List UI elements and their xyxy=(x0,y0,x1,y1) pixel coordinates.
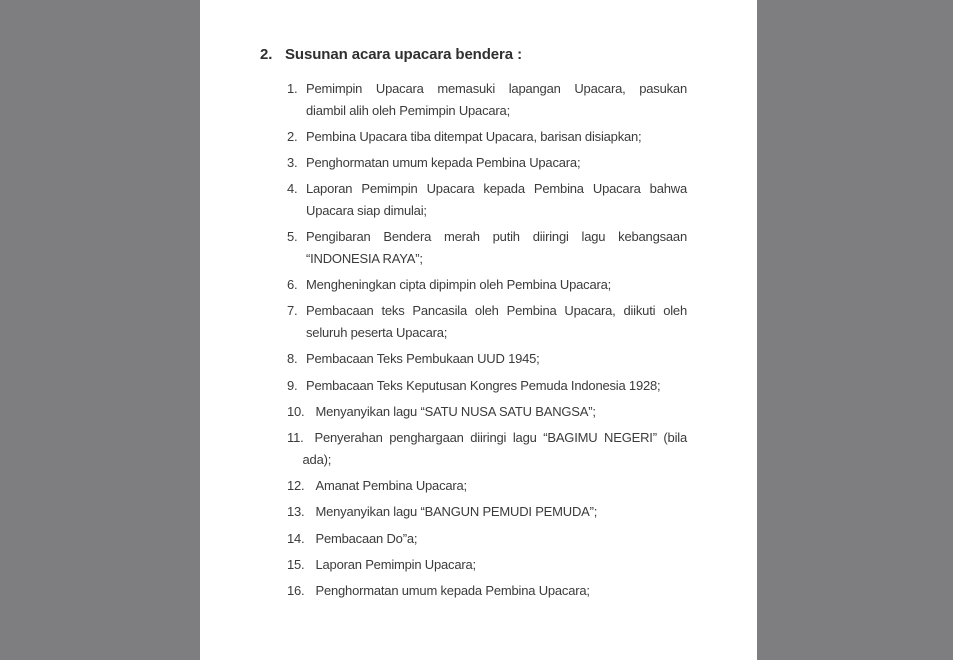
text-line: Penghormatan umum kepada Pembina Upacara; xyxy=(315,583,590,599)
list-item xyxy=(287,554,687,576)
item-text xyxy=(315,554,687,576)
item-number: 3. xyxy=(287,155,298,171)
list-item xyxy=(287,348,687,370)
text-line: Penyerahan penghargaan diiringi lagu “BAGIMU NEGERI” (bila xyxy=(314,430,687,446)
text-line: Laporan Pemimpin Upacara kepada Pembina Upacara bahwa xyxy=(306,181,687,197)
list-item xyxy=(287,300,687,343)
item-text xyxy=(306,274,687,296)
item-text xyxy=(306,178,687,221)
item-text xyxy=(315,475,687,497)
list-item xyxy=(287,274,687,296)
text-line: seluruh peserta Upacara; xyxy=(306,325,448,341)
item-number: 11. xyxy=(287,430,304,446)
text-line: “INDONESIA RAYA”; xyxy=(306,250,423,266)
text-line: Amanat Pembina Upacara; xyxy=(315,478,467,494)
text-line: Upacara siap dimulai; xyxy=(306,203,427,219)
list-item xyxy=(287,226,687,269)
item-number: 4. xyxy=(287,181,298,197)
list-item xyxy=(287,126,687,148)
text-line: Pembacaan Do”a; xyxy=(315,530,418,546)
item-text xyxy=(306,152,687,174)
item-number: 13. xyxy=(287,504,305,520)
section-heading-number: 2. xyxy=(260,46,273,63)
item-number: 8. xyxy=(287,351,298,367)
list-item xyxy=(287,427,687,470)
item-number: 10. xyxy=(287,403,305,419)
section-heading xyxy=(260,44,687,66)
text-line: Pemimpin Upacara memasuki lapangan Upacara, pasukan xyxy=(306,81,687,96)
list-item xyxy=(287,375,687,397)
list-item xyxy=(287,178,687,221)
item-text xyxy=(315,528,687,550)
item-text xyxy=(306,348,687,370)
list-item xyxy=(287,475,687,497)
item-text xyxy=(315,580,687,602)
item-number: 6. xyxy=(287,277,298,293)
item-text xyxy=(306,300,687,343)
section-heading-title: Susunan acara upacara bendera : xyxy=(285,46,522,63)
text-line: Pembina Upacara tiba ditempat Upacara, barisan disiapkan; xyxy=(306,128,642,144)
text-line: Laporan Pemimpin Upacara; xyxy=(315,556,476,572)
text-line: diambil alih oleh Pemimpin Upacara; xyxy=(306,102,510,118)
item-number: 14. xyxy=(287,530,305,546)
page-content xyxy=(200,0,757,602)
list-item xyxy=(287,580,687,602)
item-number: 5. xyxy=(287,229,298,245)
document-page xyxy=(200,0,757,660)
text-line: Menyanyikan lagu “BANGUN PEMUDI PEMUDA”; xyxy=(315,504,598,520)
item-number: 15. xyxy=(287,556,305,572)
text-line: Mengheningkan cipta dipimpin oleh Pembina Upacara; xyxy=(306,277,612,293)
item-number: 1. xyxy=(287,81,298,96)
text-line: Pembacaan teks Pancasila oleh Pembina Upacara, diikuti oleh xyxy=(306,303,687,319)
item-text xyxy=(315,501,687,523)
item-text xyxy=(306,126,687,148)
item-number: 16. xyxy=(287,583,305,599)
text-line: Pembacaan Teks Pembukaan UUD 1945; xyxy=(306,351,540,367)
ceremony-steps-list xyxy=(287,78,687,602)
text-line: Pembacaan Teks Keputusan Kongres Pemuda Indonesia 1928; xyxy=(306,377,661,393)
item-text xyxy=(306,226,687,269)
item-number: 7. xyxy=(287,303,298,319)
text-line: ada); xyxy=(302,451,332,467)
text-line: Pengibaran Bendera merah putih diiringi lagu kebangsaan xyxy=(306,229,687,245)
text-line: Penghormatan umum kepada Pembina Upacara; xyxy=(306,155,581,171)
list-item xyxy=(287,152,687,174)
list-item xyxy=(287,528,687,550)
item-text xyxy=(306,78,687,121)
item-text xyxy=(315,401,687,423)
item-number: 9. xyxy=(287,377,298,393)
item-number: 12. xyxy=(287,478,305,494)
text-line: Menyanyikan lagu “SATU NUSA SATU BANGSA”; xyxy=(315,403,596,419)
item-text xyxy=(302,427,687,470)
item-text xyxy=(306,375,687,397)
list-item xyxy=(287,78,687,121)
list-item xyxy=(287,501,687,523)
list-item xyxy=(287,401,687,423)
item-number: 2. xyxy=(287,128,298,144)
